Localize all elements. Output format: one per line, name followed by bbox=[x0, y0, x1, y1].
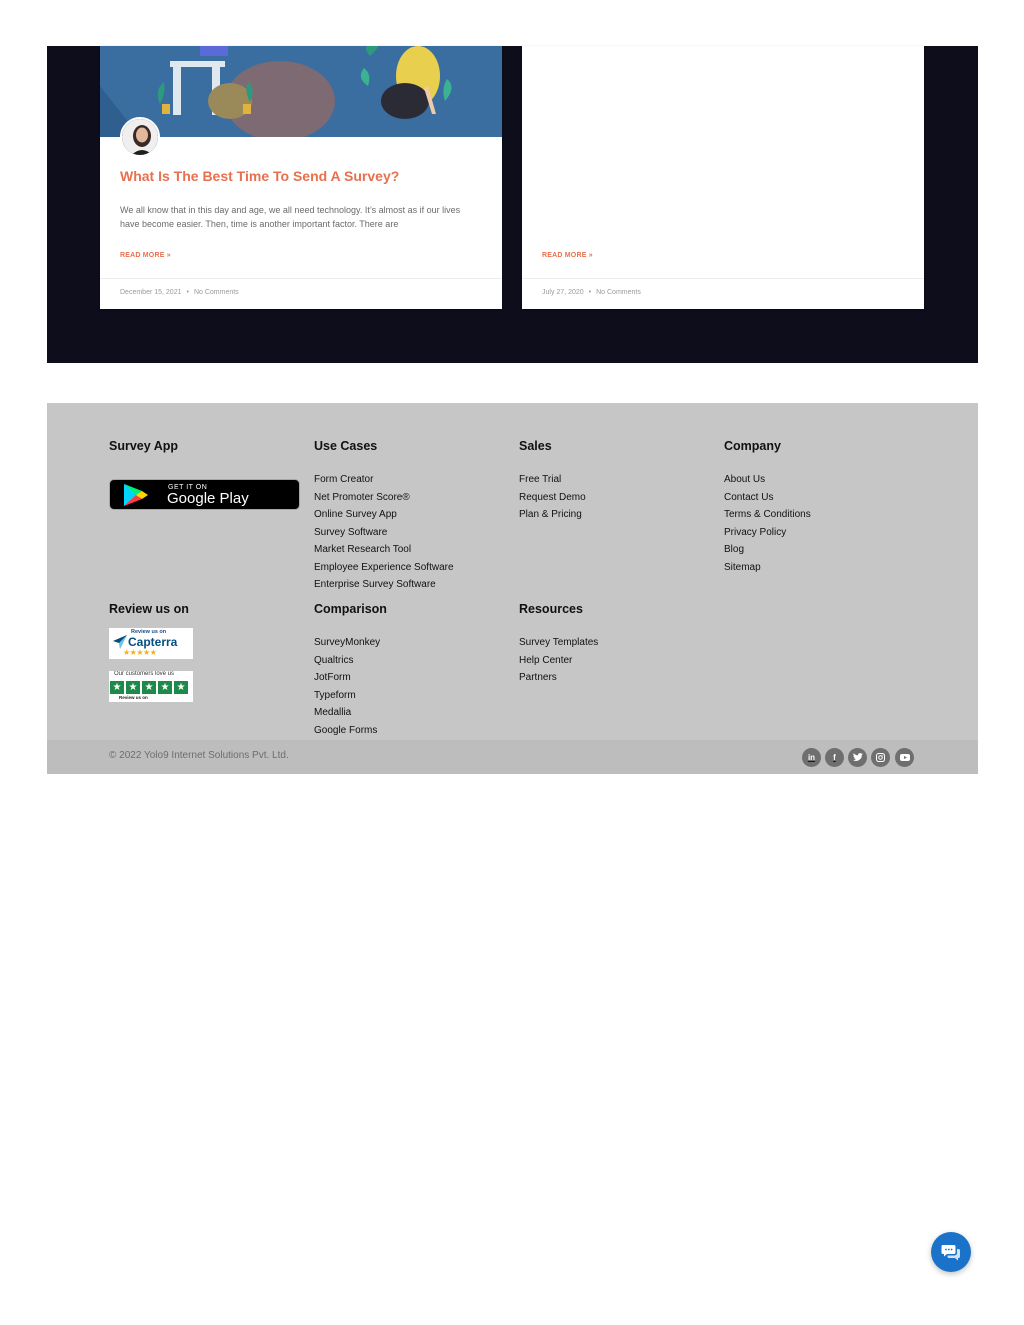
footer-link[interactable]: Blog bbox=[724, 544, 745, 555]
footer-link-item bbox=[314, 471, 454, 489]
footer-link-item bbox=[519, 506, 586, 524]
footer-link-item bbox=[314, 652, 387, 670]
footer-col-comparison bbox=[314, 602, 387, 739]
footer-link[interactable]: Market Research Tool bbox=[314, 544, 412, 555]
footer-link-item bbox=[724, 559, 811, 577]
blog-card bbox=[100, 46, 502, 309]
blog-card-title[interactable]: What Is The Best Time To Send A Survey? bbox=[120, 168, 400, 184]
capterra-top-text: Review us on bbox=[131, 629, 167, 635]
post-date: July 27, 2020 bbox=[542, 289, 584, 296]
google-play-small-text: GET IT ON bbox=[168, 484, 208, 491]
youtube-icon[interactable] bbox=[895, 748, 914, 767]
read-more-link[interactable]: READ MORE » bbox=[120, 252, 171, 259]
footer-link-item bbox=[314, 687, 387, 705]
footer-link[interactable]: Medallia bbox=[314, 707, 352, 718]
blog-card bbox=[522, 46, 924, 309]
footer-heading: Review us on bbox=[109, 602, 189, 616]
footer-link-item bbox=[519, 471, 586, 489]
read-more-link[interactable]: READ MORE » bbox=[542, 252, 593, 259]
footer-link-item bbox=[724, 506, 811, 524]
footer-col-resources bbox=[519, 602, 598, 687]
facebook-icon[interactable]: f bbox=[825, 748, 844, 767]
post-comments: No Comments bbox=[193, 289, 239, 296]
footer-link[interactable]: SurveyMonkey bbox=[314, 637, 381, 648]
post-comments: No Comments bbox=[596, 289, 641, 296]
footer-link[interactable]: Form Creator bbox=[314, 474, 374, 485]
blog-card-meta bbox=[100, 278, 502, 309]
copyright-bar bbox=[47, 740, 978, 774]
footer-link[interactable]: JotForm bbox=[314, 672, 351, 683]
footer-link-item bbox=[314, 634, 387, 652]
footer-link-item bbox=[519, 652, 598, 670]
footer-link[interactable]: Qualtrics bbox=[314, 654, 354, 666]
footer-heading: Company bbox=[724, 439, 781, 453]
footer-col-survey-app bbox=[109, 439, 178, 471]
capterra-badge[interactable] bbox=[109, 628, 193, 659]
footer-link-item bbox=[724, 471, 811, 489]
capterra-logo-icon bbox=[113, 635, 127, 649]
footer-link[interactable]: Sitemap bbox=[724, 561, 761, 573]
footer-link-item bbox=[314, 524, 454, 542]
copyright-text: © 2022 Yolo9 Internet Solutions Pvt. Ltd. bbox=[109, 750, 289, 761]
instagram-icon[interactable] bbox=[871, 748, 890, 767]
capterra-stars: ★★★★★ bbox=[123, 648, 157, 657]
footer-link[interactable]: Survey Software bbox=[314, 526, 388, 538]
footer-link-item bbox=[314, 722, 387, 740]
footer-link[interactable]: Enterprise Survey Software bbox=[314, 579, 436, 590]
linkedin-icon[interactable]: in bbox=[802, 748, 821, 767]
footer-link[interactable]: Help Center bbox=[519, 654, 573, 666]
site-footer bbox=[47, 403, 978, 774]
blog-card-excerpt: We all know that in this day and age, we all need technology. It’s almost as if our lives have become easier. Then, time is another important factor. There are bbox=[120, 205, 461, 229]
google-play-icon bbox=[122, 483, 158, 507]
footer-heading: Use Cases bbox=[314, 439, 378, 453]
footer-link[interactable]: Survey Templates bbox=[519, 637, 599, 648]
google-play-big-text: Google Play bbox=[167, 490, 249, 507]
footer-link[interactable]: Net Promoter Score® bbox=[314, 491, 410, 503]
footer-heading: Sales bbox=[519, 439, 552, 453]
blog-card-meta bbox=[522, 278, 924, 309]
footer-link[interactable]: Request Demo bbox=[519, 491, 586, 503]
footer-link-item bbox=[314, 541, 454, 559]
footer-heading: Resources bbox=[519, 602, 583, 616]
footer-link[interactable]: Contact Us bbox=[724, 491, 774, 503]
footer-link[interactable]: Plan & Pricing bbox=[519, 509, 582, 520]
capterra-name: Capterra bbox=[128, 635, 178, 649]
footer-link-item bbox=[314, 489, 454, 507]
trustradius-badge[interactable] bbox=[109, 671, 193, 702]
footer-link-item bbox=[724, 541, 811, 559]
footer-link-item bbox=[314, 576, 454, 594]
footer-link-item bbox=[314, 506, 454, 524]
footer-link[interactable]: Typeform bbox=[314, 689, 356, 701]
footer-col-use-cases bbox=[314, 439, 454, 594]
footer-link[interactable]: Google Forms bbox=[314, 724, 378, 736]
footer-link-item bbox=[314, 704, 387, 722]
footer-col-sales bbox=[519, 439, 586, 524]
chat-icon bbox=[941, 1243, 961, 1261]
trust-stars: ★ ★ ★ ★ ★ bbox=[110, 681, 188, 694]
footer-link[interactable]: Free Trial bbox=[519, 474, 562, 485]
footer-link[interactable]: About Us bbox=[724, 474, 766, 485]
footer-link[interactable]: Online Survey App bbox=[314, 509, 397, 520]
chat-button[interactable] bbox=[931, 1232, 971, 1272]
footer-link-item bbox=[724, 489, 811, 507]
author-avatar bbox=[120, 117, 160, 157]
footer-link-item bbox=[724, 524, 811, 542]
blog-card-image[interactable] bbox=[100, 46, 502, 137]
post-date: December 15, 2021 bbox=[120, 289, 182, 296]
footer-link[interactable]: Employee Experience Software bbox=[314, 561, 454, 573]
footer-col-company bbox=[724, 439, 811, 576]
google-play-badge[interactable] bbox=[109, 479, 300, 510]
footer-link-item bbox=[519, 669, 598, 687]
blog-section bbox=[47, 46, 978, 363]
trust-top-text: Our customers love us bbox=[114, 671, 175, 677]
footer-link-item bbox=[314, 559, 454, 577]
footer-link[interactable]: Partners bbox=[519, 672, 557, 683]
twitter-icon[interactable] bbox=[848, 748, 867, 767]
footer-link-item bbox=[519, 634, 598, 652]
meta-separator: • bbox=[588, 289, 592, 296]
footer-heading: Comparison bbox=[314, 602, 387, 616]
trust-bottom-text: Review us on bbox=[119, 695, 148, 700]
footer-link[interactable]: Privacy Policy bbox=[724, 526, 787, 538]
footer-link[interactable]: Terms & Conditions bbox=[724, 509, 811, 520]
meta-separator: • bbox=[186, 289, 189, 296]
footer-link-item bbox=[314, 669, 387, 687]
footer-heading: Survey App bbox=[109, 439, 179, 453]
footer-link-item bbox=[519, 489, 586, 507]
